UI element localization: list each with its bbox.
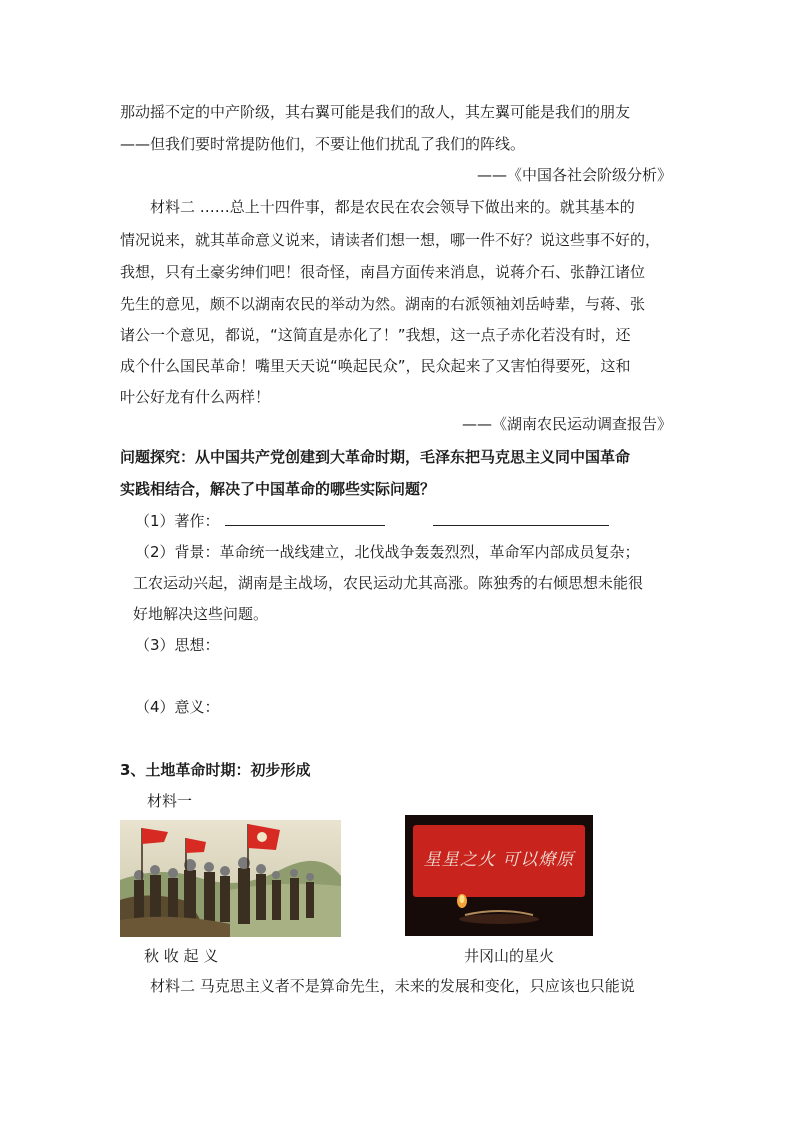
thought-label: （3）思想： [135,636,220,654]
jinggangshan-spark-image [405,815,593,936]
para1-line1: 那动摇不定的中产阶级，其右翼可能是我们的敌人，其左翼可能是我们的朋友 [120,103,631,121]
section3-heading: 3、土地革命时期：初步形成 [120,761,311,779]
significance-label: （4）意义： [135,698,220,716]
works-label: （1）著作： [135,512,220,530]
question-line1: 问题探究：从中国共产党创建到大革命时期，毛泽东把马克思主义同中国革命 [120,448,631,466]
material2-line4: 先生的意见，颇不以湖南农民的举动为然。湖南的右派领袖刘岳峙辈，与蒋、张 [120,295,646,313]
source-citation-2: ——《湖南农民运动调查报告》 [461,415,672,433]
material2-line1: 材料二 ……总上十四件事，都是农民在农会领导下做出来的。就其基本的 [150,198,635,216]
question-line2: 实践相结合，解决了中国革命的哪些实际问题？ [120,480,436,498]
source-citation-1: ——《中国各社会阶级分析》 [476,166,672,184]
spark-banner-graphic [405,815,593,936]
background-line2: 工农运动兴起，湖南是主战场，农民运动尤其高涨。陈独秀的右倾思想未能很 [133,574,644,592]
material2-section3-line: 材料二 马克思主义者不是算命先生，未来的发展和变化，只应该也只能说 [150,977,635,995]
material2-line5: 诸公一个意见，都说，“这简直是赤化了！”我想，这一点子赤化若没有时，还 [120,326,631,344]
banner-inscription: 星星之火 可以燎原 [423,850,575,870]
background-line3: 好地解决这些问题。 [133,605,269,623]
material2-line6: 成个什么国民革命！嘴里天天说“唤起民众”，民众起来了又害怕得要死，这和 [120,357,631,375]
autumn-harvest-uprising-image [120,820,341,937]
background-line1: （2）背景：革命统一战线建立，北伐战争轰轰烈烈，革命军内部成员复杂； [135,543,640,561]
works-item [135,510,220,531]
material2-line2: 情况说来，就其革命意义说来，请读者们想一想，哪一件不好？说这些事不好的， [120,231,661,249]
material2-line7: 叶公好龙有什么两样！ [120,388,271,406]
para1-line2: ——但我们要时常提防他们，不要让他们扰乱了我们的阵线。 [120,135,526,153]
uprising-painting-graphic [120,820,341,937]
works-answer-blank-2[interactable] [433,511,609,526]
material2-line3: 我想，只有土豪劣绅们吧！很奇怪，南昌方面传来消息，说蒋介石、张静江诸位 [120,263,646,281]
material1-label: 材料一 [147,792,193,810]
photo2-caption: 井冈山的星火 [464,947,555,965]
photo1-caption: 秋 收 起 义 [144,947,219,965]
works-answer-blank-1[interactable] [225,511,385,526]
